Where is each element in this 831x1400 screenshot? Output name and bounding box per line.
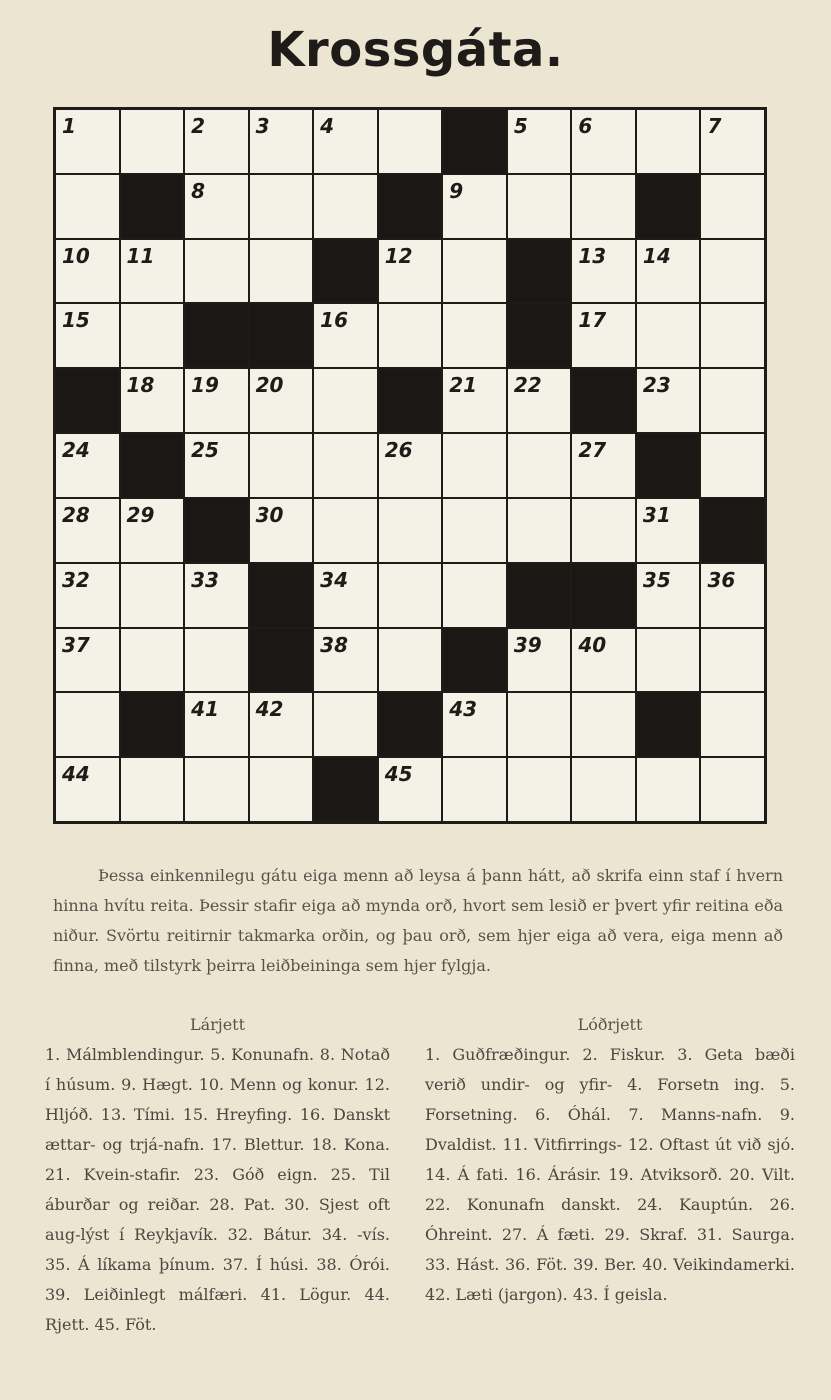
clue-number: 1 [62, 114, 76, 138]
down-clues [425, 1010, 795, 1310]
grid-cell[interactable] [314, 175, 377, 238]
grid-cell[interactable] [637, 369, 700, 432]
grid-cell[interactable] [637, 304, 700, 367]
grid-cell[interactable] [250, 758, 313, 821]
clue-number: 20 [255, 373, 284, 398]
clue-number: 44 [62, 762, 90, 787]
crossword-grid [53, 107, 767, 824]
grid-cell[interactable] [56, 758, 119, 821]
clue-number: 43 [449, 697, 478, 722]
across-clues [45, 1010, 390, 1340]
grid-cell[interactable] [379, 304, 442, 367]
clue-number: 34 [320, 567, 349, 592]
grid-cell[interactable] [56, 304, 119, 367]
grid-cell[interactable] [572, 110, 635, 173]
grid-cell[interactable] [443, 499, 506, 562]
black-cell [379, 175, 442, 238]
grid-cell[interactable] [508, 499, 571, 562]
grid-cell[interactable] [508, 175, 571, 238]
black-cell [443, 110, 506, 173]
grid-cell[interactable] [572, 758, 635, 821]
grid-cell[interactable] [637, 110, 700, 173]
black-cell [379, 369, 442, 432]
grid-cell[interactable] [701, 564, 764, 627]
black-cell [572, 369, 635, 432]
black-cell [508, 240, 571, 303]
grid-cell[interactable] [185, 110, 248, 173]
clue-number: 25 [191, 438, 219, 463]
clue-number: 41 [191, 697, 219, 722]
grid-cell[interactable] [314, 434, 377, 497]
black-cell [250, 564, 313, 627]
black-cell [637, 434, 700, 497]
clue-number: 8 [191, 178, 205, 203]
black-cell [443, 629, 506, 692]
grid-cell[interactable] [56, 499, 119, 562]
clue-number: 42 [255, 697, 284, 722]
grid-cell[interactable] [443, 693, 506, 756]
grid-cell[interactable] [56, 434, 119, 497]
grid-cell[interactable] [185, 434, 248, 497]
grid-cell[interactable] [508, 369, 571, 432]
grid-cell[interactable] [701, 758, 764, 821]
grid-cell[interactable] [185, 758, 248, 821]
clue-number: 16 [320, 308, 349, 333]
black-cell [508, 564, 571, 627]
clue-number: 32 [62, 567, 90, 592]
grid-cell[interactable] [379, 240, 442, 303]
grid-cell[interactable] [443, 369, 506, 432]
grid-cell[interactable] [185, 629, 248, 692]
black-cell [379, 693, 442, 756]
grid-cell[interactable] [314, 629, 377, 692]
black-cell [121, 434, 184, 497]
grid-cell[interactable] [508, 758, 571, 821]
down-clues-text: 1. Guðfræðingur. 2. Fiskur. 3. Geta bæði verið undir- og yfir- 4. Forsetn ing. 5. Forsetning. 6. Óhál. 7. Manns-nafn. 9. Dvaldist. 11. Vitfirrings- 12. Oftast út við sjó. 14. Á fati. 16. Árásir. 19. Atviksorð. 20. Vilt. 22. Konunafn danskt. 24. Kauptún. 26. Óhreint. 27. Á fæti. 29. Skraf. 31. Saurga. 33. Hást. 36. Föt. 39. Ber. 40. Veikindamerki. 42. Læti (jargon). 43. Í geisla. [425, 1045, 795, 1304]
grid-cell[interactable] [250, 499, 313, 562]
grid-cell[interactable] [701, 175, 764, 238]
grid-cell[interactable] [314, 110, 377, 173]
grid-cell[interactable] [508, 434, 571, 497]
grid-cell[interactable] [314, 693, 377, 756]
grid-cell[interactable] [637, 499, 700, 562]
grid-cell[interactable] [572, 629, 635, 692]
black-cell [185, 499, 248, 562]
grid-cell[interactable] [121, 240, 184, 303]
clue-number: 13 [578, 243, 607, 268]
clue-number: 18 [126, 373, 155, 398]
clue-number: 2 [191, 114, 205, 138]
black-cell [56, 369, 119, 432]
grid-cell[interactable] [701, 240, 764, 303]
black-cell [637, 175, 700, 238]
grid-cell[interactable] [379, 629, 442, 692]
grid-cell[interactable] [121, 499, 184, 562]
clue-number: 15 [62, 308, 90, 333]
grid-cell[interactable] [508, 629, 571, 692]
black-cell [250, 629, 313, 692]
black-cell [572, 564, 635, 627]
grid-cell[interactable] [701, 434, 764, 497]
grid-cell[interactable] [185, 564, 248, 627]
instructions-paragraph: Þessa einkennilegu gátu eiga menn að leysa á þann hátt, að skrifa einn staf í hvern hinna hvítu reita. Þessir stafir eiga að mynda orð, hvort sem lesið er þvert yfir reitina eða niður. Svörtu reitirnir takmarka orðin, og þau orð, sem hjer eiga að vera, eiga menn að finna, með tilstyrk þeirra leiðbeininga sem hjer fylgja. [53, 866, 783, 975]
grid-cell[interactable] [572, 175, 635, 238]
grid-cell[interactable] [379, 499, 442, 562]
grid-cell[interactable] [701, 369, 764, 432]
grid-cell[interactable] [121, 758, 184, 821]
grid-cell[interactable] [56, 175, 119, 238]
grid-cell[interactable] [701, 110, 764, 173]
clue-number: 38 [320, 632, 349, 657]
clue-number: 30 [255, 502, 284, 527]
black-cell [314, 758, 377, 821]
clue-number: 37 [62, 632, 90, 657]
grid-cell[interactable] [572, 693, 635, 756]
clue-number: 31 [642, 502, 671, 527]
page-title: Krossgáta. [267, 22, 564, 78]
grid-cell[interactable] [443, 564, 506, 627]
down-heading: Lóðrjett [577, 1015, 643, 1034]
clue-number: 33 [191, 567, 219, 592]
grid-cell[interactable] [379, 564, 442, 627]
grid-cell[interactable] [121, 304, 184, 367]
black-cell [121, 693, 184, 756]
grid-cell[interactable] [701, 629, 764, 692]
clue-number: 17 [578, 308, 607, 333]
grid-cell[interactable] [701, 304, 764, 367]
grid-cell[interactable] [250, 369, 313, 432]
clue-number: 9 [449, 178, 464, 203]
across-clues-text: 1. Málmblendingur. 5. Konunafn. 8. Notað í húsum. 9. Hægt. 10. Menn og konur. 12. Hljóð. 13. Tími. 15. Hreyfing. 16. Danskt ættar- og trjá-nafn. 17. Blettur. 18. Kona. 21. Kvein-stafir. 23. Góð eign. 25. Til áburðar og reiðar. 28. Pat. 30. Sjest oft aug-lýst í Reykjavík. 32. Bátur. 34. -vís. 35. Á líkama þínum. 37. Í húsi. 38. Órói. 39. Leiðinlegt málfæri. 41. Lögur. 44. Rjett. 45. Föt. [45, 1045, 390, 1334]
black-cell [314, 240, 377, 303]
grid-cell[interactable] [314, 369, 377, 432]
grid-cell[interactable] [443, 758, 506, 821]
grid-cell[interactable] [121, 629, 184, 692]
clue-number: 23 [642, 373, 671, 398]
clue-number: 4 [320, 114, 335, 138]
grid-cell[interactable] [508, 693, 571, 756]
grid-cell[interactable] [508, 110, 571, 173]
grid-cell[interactable] [572, 240, 635, 303]
clue-number: 3 [255, 114, 270, 138]
grid-cell[interactable] [443, 175, 506, 238]
clue-number: 12 [384, 243, 413, 268]
grid-cell[interactable] [637, 564, 700, 627]
grid-cell[interactable] [185, 175, 248, 238]
clue-number: 45 [384, 762, 413, 787]
grid-cell[interactable] [250, 240, 313, 303]
across-heading: Lárjett [189, 1015, 246, 1034]
black-cell [637, 693, 700, 756]
grid-cell[interactable] [379, 758, 442, 821]
grid-cell[interactable] [56, 240, 119, 303]
grid-cell[interactable] [250, 693, 313, 756]
grid-cell[interactable] [314, 499, 377, 562]
grid-cell[interactable] [185, 369, 248, 432]
grid-cell[interactable] [121, 110, 184, 173]
grid-cell[interactable] [379, 434, 442, 497]
grid-cell[interactable] [121, 564, 184, 627]
clue-number: 39 [513, 632, 542, 657]
grid-cell[interactable] [185, 693, 248, 756]
grid-cell[interactable] [56, 110, 119, 173]
grid-cell[interactable] [250, 110, 313, 173]
clue-number: 40 [578, 632, 607, 657]
clue-number: 26 [384, 438, 413, 463]
clue-number: 27 [578, 438, 607, 463]
clue-number: 24 [62, 438, 90, 463]
grid-cell[interactable] [379, 110, 442, 173]
grid-cell[interactable] [121, 369, 184, 432]
grid-cell[interactable] [701, 693, 764, 756]
clue-number: 29 [126, 502, 155, 527]
grid-cell[interactable] [637, 629, 700, 692]
black-cell [508, 304, 571, 367]
clue-number: 19 [191, 373, 219, 398]
grid-cell[interactable] [314, 304, 377, 367]
clue-number: 21 [449, 373, 478, 398]
grid-cell[interactable] [572, 304, 635, 367]
clue-number: 10 [62, 243, 90, 268]
grid-cell[interactable] [637, 758, 700, 821]
clue-number: 7 [707, 114, 722, 138]
black-cell [185, 304, 248, 367]
black-cell [250, 304, 313, 367]
grid-cell[interactable] [250, 175, 313, 238]
grid-cell[interactable] [56, 693, 119, 756]
grid-cell[interactable] [572, 434, 635, 497]
grid-cell[interactable] [250, 434, 313, 497]
grid-cell[interactable] [185, 240, 248, 303]
grid-cell[interactable] [443, 240, 506, 303]
grid-cell[interactable] [572, 499, 635, 562]
grid-cell[interactable] [56, 564, 119, 627]
grid-cell[interactable] [56, 629, 119, 692]
clue-number: 5 [513, 114, 528, 138]
black-cell [701, 499, 764, 562]
clue-number: 22 [513, 373, 542, 398]
clue-number: 6 [578, 114, 593, 138]
grid-cell[interactable] [314, 564, 377, 627]
grid-cell[interactable] [443, 304, 506, 367]
black-cell [121, 175, 184, 238]
grid-cell[interactable] [637, 240, 700, 303]
grid-cell[interactable] [443, 434, 506, 497]
clue-number: 28 [62, 502, 90, 527]
clue-number: 35 [642, 567, 671, 592]
clue-number: 14 [642, 243, 671, 268]
clue-number: 11 [126, 243, 155, 268]
clue-number: 36 [707, 567, 736, 592]
